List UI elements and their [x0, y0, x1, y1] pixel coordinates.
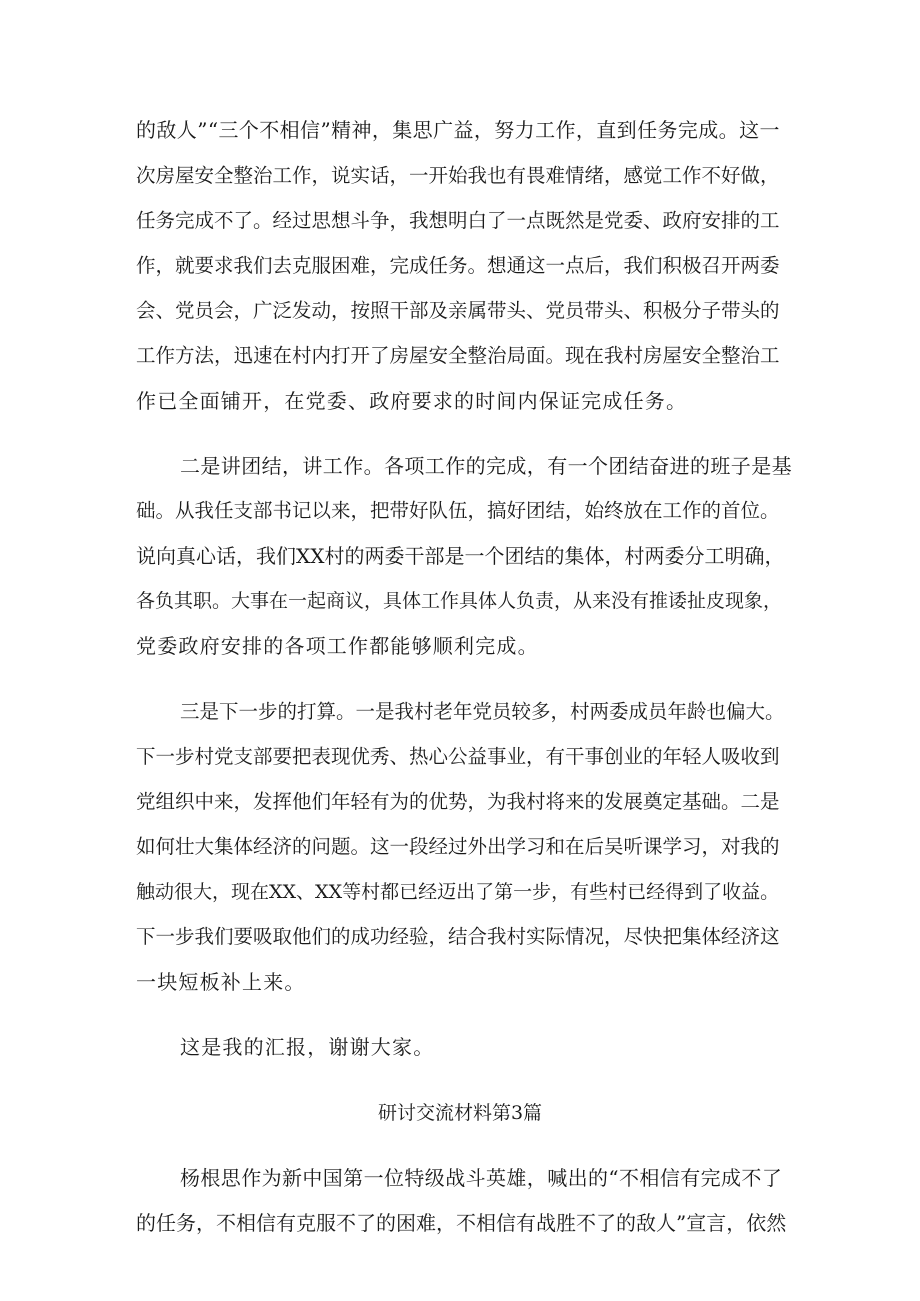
paragraph-2-line-3: 说向真心话，我们XX村的两委干部是一个团结的集体，村两委分工明确，	[136, 544, 785, 568]
paragraph-2-line-1: 二是讲团结，讲工作。各项工作的完成，有一个团结奋进的班子是基	[180, 454, 792, 478]
paragraph-3-line-3: 党组织中来，发挥他们年轻有为的优势，为我村将来的发展奠定基础。二是	[136, 790, 780, 813]
paragraph-1-line-6: 工作方法，迅速在村内打开了房屋安全整治局面。现在我村房屋安全整治工	[136, 344, 780, 367]
paragraph-1-line-7: 作已全面铺开，在党委、政府要求的时间内保证完成任务。	[136, 389, 688, 413]
paragraph-5-line-2: 的任务，不相信有克服不了的困难，不相信有战胜不了的敌人”宣言，依然	[136, 1211, 787, 1235]
paragraph-3-line-7: 一块短板补上来。	[136, 970, 306, 994]
paragraph-2-line-2: 础。从我任支部书记以来，把带好队伍，搞好团结，始终放在工作的首位。	[136, 499, 780, 522]
paragraph-3-line-1: 三是下一步的打算。一是我村老年党员较多，村两委成员年龄也偏大。	[180, 700, 785, 723]
paragraph-1-line-1: 的敌人”“三个不相信”精神，集思广益，努力工作，直到任务完成。这一	[136, 118, 780, 142]
section-title: 研讨交流材料第3篇	[377, 1102, 543, 1124]
paragraph-1-line-4: 作，就要求我们去克服困难，完成任务。想通这一点后，我们积极召开两委	[136, 254, 780, 277]
paragraph-1-line-3: 任务完成不了。经过思想斗争，我想明白了一点既然是党委、政府安排的工	[136, 209, 780, 232]
paragraph-3-line-6: 下一步我们要吸取他们的成功经验，结合我村实际情况，尽快把集体经济这	[136, 925, 780, 948]
paragraph-2-line-5: 党委政府安排的各项工作都能够顺利完成。	[136, 634, 539, 658]
paragraph-1-line-2: 次房屋安全整治工作，说实话，一开始我也有畏难情绪，感觉工作不好做，	[136, 164, 780, 187]
paragraph-1-line-5: 会、党员会，广泛发动，按照干部及亲属带头、党员带头、积极分子带头的	[136, 299, 780, 322]
paragraph-4-line-1: 这是我的汇报，谢谢大家。	[180, 1035, 435, 1059]
paragraph-5-line-1: 杨根思作为新中国第一位特级战斗英雄，喊出的“不相信有完成不了	[180, 1166, 783, 1190]
paragraph-2-line-4: 各负其职。大事在一起商议，具体工作具体人负责，从来没有推诿扯皮现象，	[136, 590, 783, 612]
paragraph-3-line-4: 如何壮大集体经济的问题。这一段经过外出学习和在后吴听课学习，对我的	[136, 835, 780, 858]
paragraph-3-line-2: 下一步村党支部要把表现优秀、热心公益事业，有干事创业的年轻人吸收到	[136, 745, 780, 768]
paragraph-3-line-5: 触动很大，现在XX、XX等村都已经迈出了第一步，有些村已经得到了收益。	[136, 881, 780, 903]
